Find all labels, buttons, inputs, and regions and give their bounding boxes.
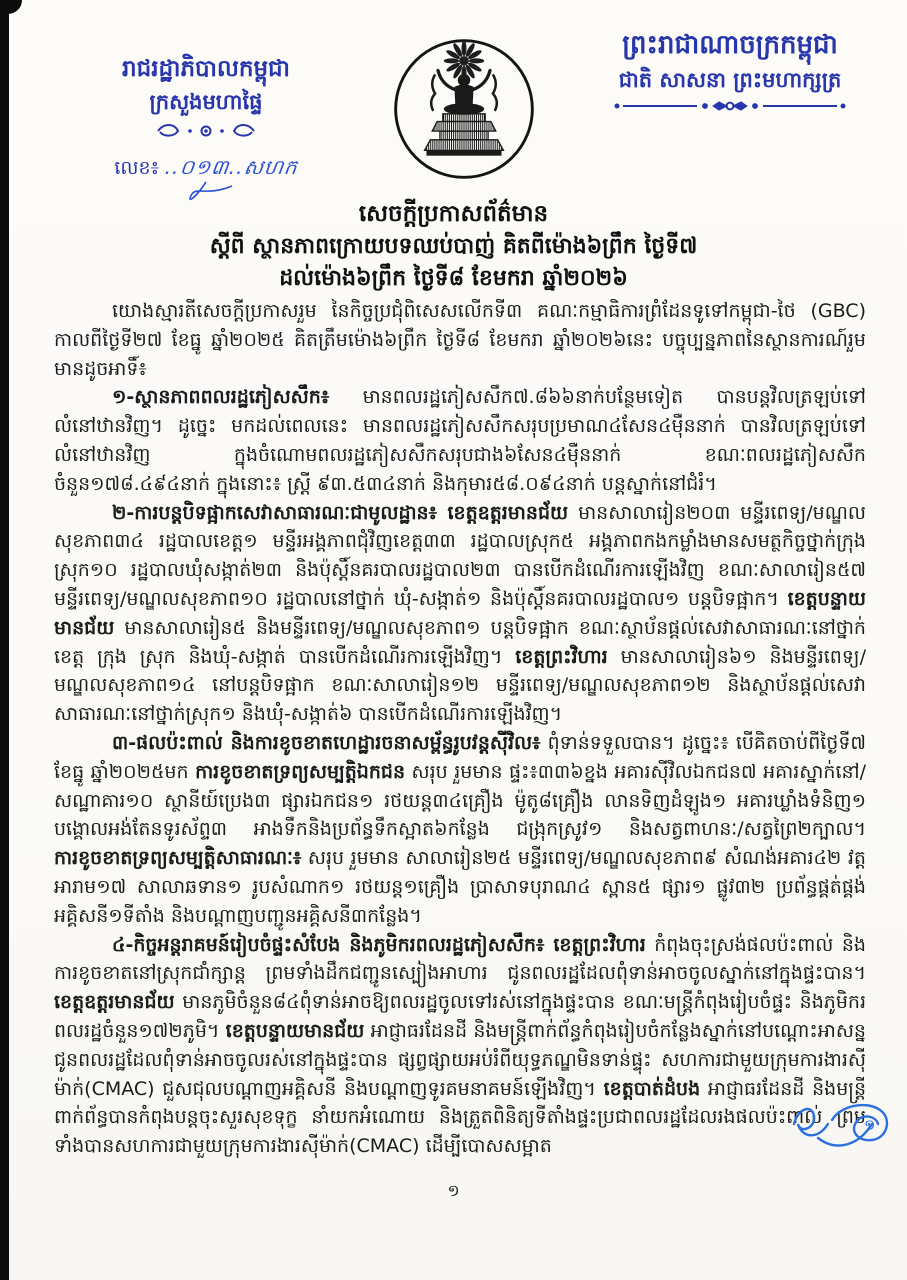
paragraph	[54, 931, 866, 1159]
title-line-2: ស្ដីពី ស្ថានភាពក្រោយបទឈប់បាញ់ គិតពីម៉ោង៦ព្រឹក ថ្ងៃទី៧	[209, 234, 698, 259]
text-segment: ការខូចខាតទ្រព្យសម្បត្តិសាធារណៈ៖	[54, 847, 302, 870]
text-segment: មានសាលារៀន៦១ និងមន្ទីរពេទ្យ/មណ្ឌលសុខភាព១៤ នៅបន្តបិទផ្អាក ខណៈសាលារៀន១២ មន្ទីរពេទ្យ/មណ្ឌលសុខភាព១២ និងស្ថាប័នផ្ដល់សេវាសាធារណៈនៅថ្នាក់ស្រុក១ និងឃុំ-សង្កាត់៦ បានបើកដំណើរការឡើងវិញ។	[54, 645, 866, 726]
text-segment: ៤-កិច្ចអន្តរាគមន៍រៀបចំផ្ទះសំបែង និងភូមិករពលរដ្ឋភៀសសឹក៖	[112, 933, 554, 956]
reference-number-handwritten: ..០១៣..សហក	[163, 155, 300, 179]
paragraph	[54, 729, 866, 931]
text-segment: កំពុងចុះស្រង់ផលប៉ះពាល់ និងការខូចខាតនៅស្រុកជាំក្សាន្ត ព្រមទាំងដឹកជញ្ជូនស្បៀងអាហារ ជូនពលរដ្ឋដែលពុំទាន់អាចចូលស្នាក់នៅក្នុងផ្ទះបាន។	[54, 933, 866, 985]
government-title: រាជរដ្ឋាភិបាលកម្ពុជា	[122, 56, 290, 82]
text-segment: មានសាលារៀន២០៣ មន្ទីរពេទ្យ/មណ្ឌលសុខភាព៣៤ រដ្ឋបាលខេត្ត១ មន្ទីរអង្គភាពជុំវិញខេត្ត៣៣ រដ្ឋបាលស្រុក៥ អង្គភាពកងកម្លាំងមានសមត្ថកិច្ចថ្នាក់ក្រុង ស្រុក១០ រដ្ឋបាលឃុំសង្កាត់២៣ និងប៉ុស្ដិ៍នគរបាលរដ្ឋបាល២៣ បានបើកដំណើរការឡើងវិញ ខណៈសាលារៀន៥៧ មន្ទីរពេទ្យ/មណ្ឌលសុខភាព១០ រដ្ឋបាលនៅថ្នាក់ ឃុំ-សង្កាត់១ និងប៉ុស្ដិ៍នគរបាលរដ្ឋបាល១ បន្តបិទផ្អាក។	[54, 501, 866, 610]
text-segment: ខេត្តឧត្តរមានជ័យ	[54, 991, 175, 1014]
scan-edge-strip	[0, 0, 9, 1280]
svg-text:១: ១	[864, 1116, 876, 1134]
reference-label: លេខ៖	[114, 157, 159, 179]
text-segment: ខេត្តបន្ទាយមានជ័យ	[225, 1019, 365, 1042]
handwritten-paraph-icon	[788, 1094, 900, 1168]
header-left	[72, 52, 340, 206]
page-number: ១	[447, 1181, 460, 1200]
text-segment: មានសាលារៀន៥ និងមន្ទីរពេទ្យ/មណ្ឌលសុខភាព១ បន្តបិទផ្អាក ខណៈស្ថាប័នផ្ដល់សេវាសាធារណៈនៅថ្នាក់ខេត្ត ក្រុង ស្រុក និងឃុំ-សង្កាត់ បានបើកដំណើរការឡើងវិញ។	[54, 616, 866, 668]
text-segment: មានពលរដ្ឋភៀសសឹក៧.៨៦៦នាក់បន្ថែមទៀត បានបន្តវិលត្រឡប់ទៅលំនៅឋានវិញ។ ដូច្នេះ មកដល់ពេលនេះ មានពលរដ្ឋភៀសសឹកសរុបប្រមាណ៤សែន៤ម៉ឺននាក់ បានវិលត្រឡប់ទៅលំនៅឋានវិញ ក្នុងចំណោមពលរដ្ឋភៀសសឹកសរុបជាង៦សែន៤ម៉ឺននាក់ ខណៈពលរដ្ឋភៀសសឹកចំនួន១៧៨.៤៩៤នាក់ ក្នុងនោះ៖ ស្ត្រី ៩៣.៥៣៤នាក់ និងកុមារ៥៨.០៩៤នាក់ បន្តស្នាក់នៅជំរំ។	[54, 386, 866, 495]
text-segment: សរុប រួមមាន ផ្ទះ៖៣៣៦ខ្នង អគារស៊ីវិលឯកជន៧ អគារស្នាក់នៅ/សណ្ឋាគារ១០ ស្ថានីយ៍ប្រេង៣ ផ្សារឯកជន១ រថយន្ត៣៤គ្រឿង ម៉ូតូ៨គ្រឿង លានទិញដំឡូង១ អគារឃ្លាំងទំនិញ១ បង្គោលអង់តែនទូរស័ព្ទ៣ អាងទឹកនិងប្រព័ន្ធទឹកស្អាត៦កន្លែង ជង្រុកស្រូវ១ និងសត្វពាហនៈ/សត្វព្រៃ២ក្បាល។	[54, 760, 866, 841]
header-right	[565, 26, 895, 117]
ornamental-rule-icon	[565, 98, 895, 117]
royal-seal-icon	[387, 32, 541, 186]
text-segment: ១-ស្ថានភាពពលរដ្ឋភៀសសឹក៖	[112, 386, 330, 409]
scroll-flourish-icon	[72, 122, 340, 144]
text-segment: សរុប រួមមាន សាលារៀន២៥ មន្ទីរពេទ្យ/មណ្ឌលសុខភាព៩ សំណង់អគារ៤២ វត្តអារាម១៧ សាលាឆទាន១ រូបសំណាក១ រថយន្ត១គ្រឿង ប្រាសាទបុរាណ៤ ស្ពាន៥ ផ្សារ១ ផ្លូវ៣២ ប្រព័ន្ធផ្គត់ផ្គង់អគ្គិសនី១ទីតាំង និងបណ្ដាញបញ្ជូនអគ្គិសនី៣កន្លែង។	[54, 847, 866, 927]
motto-nation-religion-king: ជាតិ សាសនា ព្រះមហាក្សត្រ	[618, 68, 842, 92]
text-segment: ខេត្តព្រះវិហារ	[515, 645, 608, 668]
kingdom-title: ព្រះរាជាណាចក្រកម្ពុជា	[622, 30, 838, 60]
document-body	[54, 297, 866, 1159]
ministry-title: ក្រសួងមហាផ្ទៃ	[149, 90, 263, 114]
text-segment: ពុំទាន់ទទួលបាន។ ដូច្នេះ៖ បើគិតចាប់ពីថ្ងៃទី៧ ខែធ្នូ ឆ្នាំ២០២៥មក	[54, 731, 866, 783]
document-title	[0, 198, 907, 295]
text-segment: អាជ្ញាធរដែនដី និងមន្ត្រីពាក់ព័ន្ធកំពុងរៀបចំកន្លែងស្នាក់នៅបណ្ដោះអាសន្នជូនពលរដ្ឋដែលពុំទាន់អាចចូលរស់នៅក្នុងផ្ទះបាន ផ្សព្វផ្សាយអប់រំពីយុទ្ធភណ្ឌមិនទាន់ផ្ទុះ សហការជាមួយក្រុមការងារស៊ីម៉ាក់(CMAC) ជួសជុលបណ្ដាញអគ្គិសនី និងបណ្ដាញទូរគមនាគមន៍ឡើងវិញ។	[54, 1019, 866, 1100]
text-segment: ការខូចខាតទ្រព្យសម្បត្តិឯកជន	[195, 760, 406, 783]
text-segment: ខេត្តបាត់ដំបង	[603, 1077, 701, 1100]
text-segment: ខេត្តឧត្តរមានជ័យ	[447, 501, 569, 524]
text-segment: អាជ្ញាធរដែនដី និងមន្ត្រីពាក់ព័ន្ធបានកំពុងបន្តចុះសួរសុខទុក្ខ នាំយកអំណោយ និងត្រួតពិនិត្យទីតាំងផ្ទះប្រជាពលរដ្ឋដែលរងផលប៉ះពាល់ ព្រមទាំងបានសហការជាមួយក្រុមការងារស៊ីម៉ាក់(CMAC) ដើម្បីបោសសម្អាត	[54, 1077, 866, 1158]
text-segment: ៣-ផលប៉ះពាល់ និងការខូចខាតហេដ្ឋារចនាសម្ព័ន្ធរូបវន្តស៊ីវិល៖	[112, 731, 541, 754]
text-segment: ខេត្តបន្ទាយមានជ័យ	[54, 587, 866, 639]
text-segment: ២-ការបន្តបិទផ្អាកសេវាសាធារណៈជាមូលដ្ឋាន៖	[112, 501, 448, 524]
paragraph	[54, 383, 866, 498]
text-segment: ខេត្តព្រះវិហារ	[553, 933, 646, 956]
paragraph	[54, 297, 866, 383]
text-segment: មានភូមិចំនួន៨៤ពុំទាន់អាចឱ្យពលរដ្ឋចូលទៅរស់នៅក្នុងផ្ទះបាន ខណៈមន្ត្រីកំពុងរៀបចំផ្ទះ និងភូមិករពលរដ្ឋចំនួន១៧២ភូមិ។	[54, 991, 866, 1042]
title-line-3: ដល់ម៉ោង៦ព្រឹក ថ្ងៃទី៨ ខែមករា ឆ្នាំ២០២៦	[279, 266, 628, 291]
text-segment: យោងស្មារតីសេចក្ដីប្រកាសរួម នៃកិច្ចប្រជុំពិសេសលើកទី៣ គណៈកម្មាធិការព្រំដែនទូទៅកម្ពុជា-ថៃ (GBC) កាលពីថ្ងៃទី២៧ ខែធ្នូ ឆ្នាំ២០២៥ គិតត្រឹមម៉ោង៦ព្រឹក ថ្ងៃទី៨ ខែមករា ឆ្នាំ២០២៦នេះ បច្ចុប្បន្នភាពនៃស្ថានការណ៍រួម មានដូចអាទិ៍៖	[54, 300, 866, 380]
title-line-1: សេចក្ដីប្រកាសព័ត៌មាន	[358, 201, 549, 227]
paragraph	[54, 499, 866, 729]
scan-corner-mark	[0, 0, 22, 14]
